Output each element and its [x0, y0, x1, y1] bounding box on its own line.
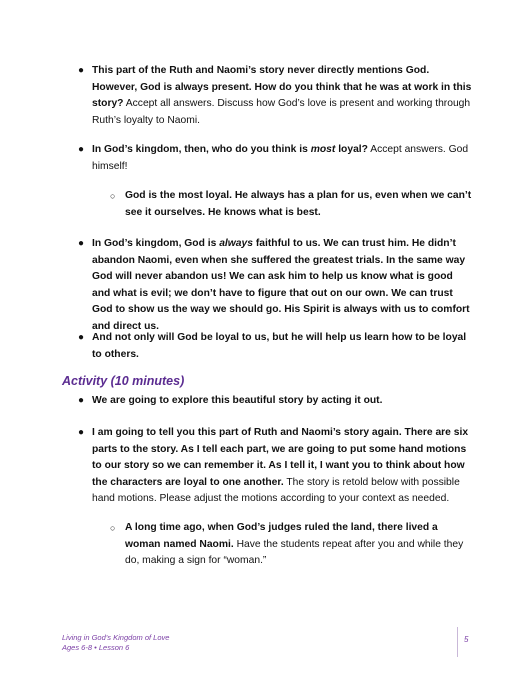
- bullet-normal-text: The story is retold below with possible hand motions. Please adjust the motions according to your context as needed.: [92, 476, 460, 504]
- bullet-bold-text: We are going to explore this beautiful story by acting it out.: [92, 395, 383, 406]
- bullet-emphasis-text: always: [219, 238, 253, 249]
- bullet-most-loyal: [92, 142, 472, 175]
- bullet-normal-text: Accept answers. God himself!: [92, 144, 469, 172]
- footer-lesson-info: [62, 643, 169, 653]
- sub-bullet-naomi: [125, 520, 472, 570]
- page-footer: [62, 633, 169, 653]
- bullet-marker: ●: [78, 427, 85, 438]
- sub-bullet-marker: ○: [110, 191, 116, 201]
- bullet-marker: ●: [78, 332, 85, 343]
- bullet-bold-text: faithful to us. We can trust him. He didn’t abandon Naomi, even when she suffered the greatest trials. In the same way God will never abandon us! We can ask him to help us know what is good and what is evil; we don’t have to figure that out on our own. We can trust God to show us the way we should go. His Spirit is always with us to comfort and direct us.: [92, 238, 470, 332]
- bullet-learn-loyalty: [92, 330, 472, 363]
- footer-series-title: Living in God’s Kingdom of Love: [62, 633, 170, 642]
- bullet-act-it-out: [92, 393, 472, 410]
- bullet-bold-text: loyal?: [335, 144, 368, 155]
- bullet-bold-text: In God’s kingdom, then, who do you think is: [92, 144, 311, 155]
- bullet-bold-text: This part of the Ruth and Naomi’s story never directly mentions God. However, God is always present. How do you think that he was at work in this story?: [92, 65, 472, 109]
- bullet-presence-of-god: [92, 63, 472, 129]
- bullet-god-faithful: [92, 236, 472, 335]
- footer-divider: [457, 627, 458, 657]
- sub-bullet-normal-text: Have the students repeat after you and while they do, making a sign for “woman.”: [125, 538, 464, 566]
- bullet-tell-story: [92, 425, 472, 508]
- sub-bullet-bold-text: A long time ago, when God’s judges ruled the land, there lived a woman named Naomi.: [125, 522, 438, 550]
- sub-bullet-marker: ○: [110, 523, 116, 533]
- bullet-emphasis-text: most: [310, 144, 336, 155]
- footer-separator: •: [94, 643, 97, 652]
- bullet-normal-text: Accept all answers. Discuss how God’s love is present and working through Ruth’s loyalty to Naomi.: [92, 98, 471, 126]
- bullet-bold-text: And not only will God be loyal to us, but he will help us learn how to be loyal to others.: [92, 332, 467, 360]
- bullet-marker: ●: [78, 395, 85, 406]
- bullet-marker: ●: [78, 65, 85, 76]
- sub-bullet-god-most-loyal: [125, 188, 472, 221]
- bullet-bold-text: I am going to tell you this part of Ruth and Naomi’s story again. There are six parts to the story. As I tell each part, we are going to put some hand motions to our story so we can remember it. As I tell it, I want you to think about how the characters are loyal to one another.: [92, 427, 469, 488]
- bullet-bold-text: In God’s kingdom, God is: [92, 238, 220, 249]
- page-number: 5: [464, 635, 469, 644]
- bullet-marker: ●: [78, 144, 85, 155]
- footer-lesson-number: Lesson 6: [98, 643, 130, 652]
- sub-bullet-bold-text: God is the most loyal. He always has a plan for us, even when we can’t see it ourselves. He knows what is best.: [125, 190, 472, 218]
- footer-age-range: Ages 6-8: [62, 643, 93, 652]
- activity-heading: Activity (10 minutes): [62, 374, 185, 388]
- bullet-marker: ●: [78, 238, 85, 249]
